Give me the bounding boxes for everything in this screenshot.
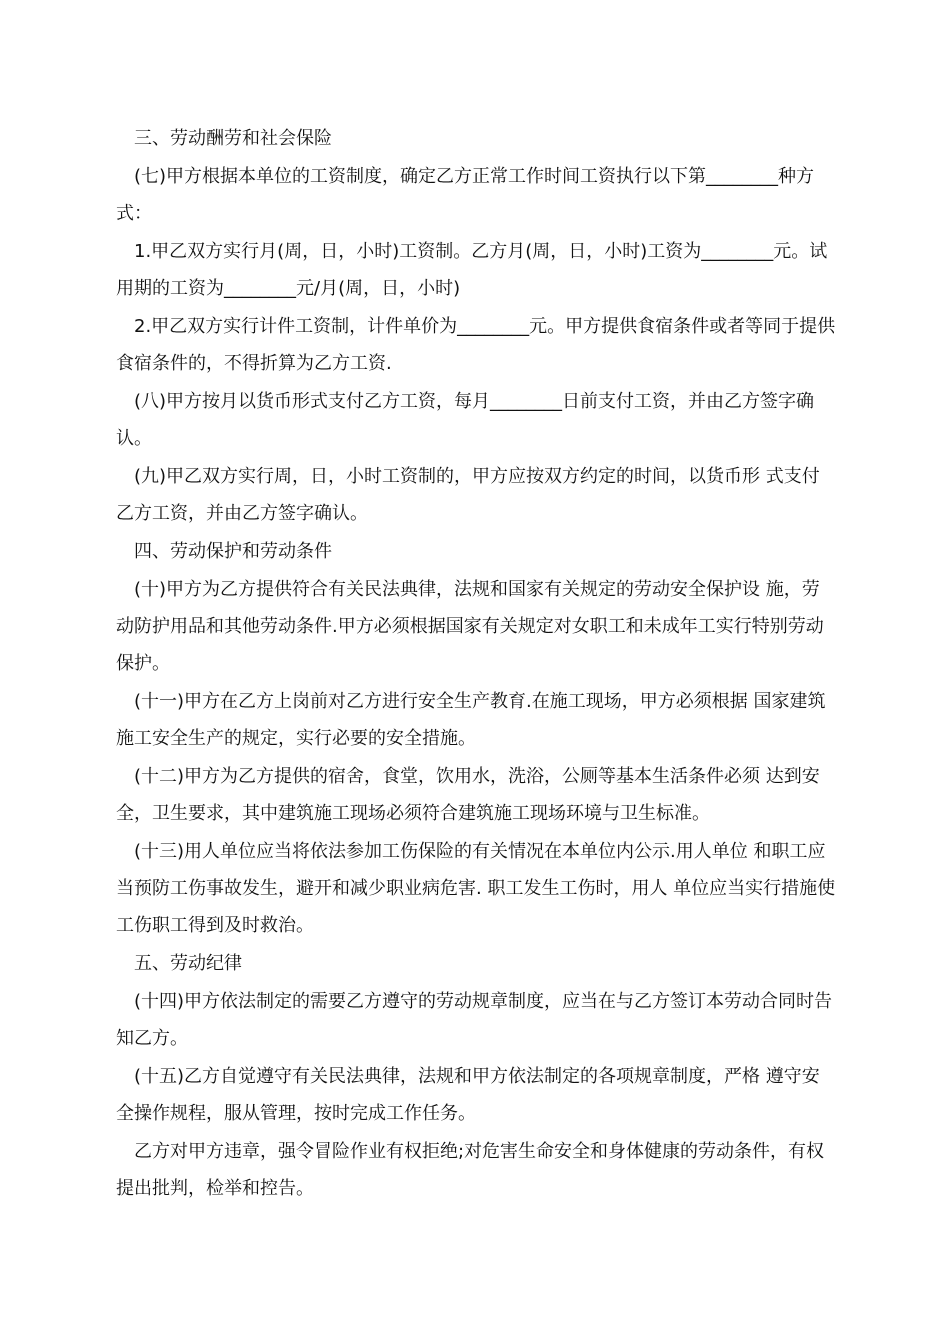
clause-paragraph: 乙方对甲方违章，强令冒险作业有权拒绝;对危害生命安全和身体健康的劳动条件，有权提出批判，检举和控告。 [116, 1141, 825, 1199]
section-heading: 四、劳动保护和劳动条件 [134, 541, 332, 562]
clause-item: 1.甲乙双方实行月(周，日，小时)工资制。乙方月(周，日，小时)工资为________元。试用期的工资为________元/月(周，日，小时) [116, 241, 828, 299]
clause-paragraph: (十)甲方为乙方提供符合有关民法典律，法规和国家有关规定的劳动安全保护设 施，劳动防护用品和其他劳动条件.甲方必须根据国家有关规定对女职工和未成年工实行特别劳动保护。 [116, 579, 824, 674]
clause-paragraph: (十一)甲方在乙方上岗前对乙方进行安全生产教育.在施工现场，甲方必须根据 国家建筑施工安全生产的规定，实行必要的安全措施。 [116, 691, 826, 749]
clause-item: 2.甲乙双方实行计件工资制，计件单价为________元。甲方提供食宿条件或者等同于提供食宿条件的，不得折算为乙方工资. [116, 316, 836, 374]
document-body [116, 120, 836, 1208]
section-heading: 五、劳动纪律 [134, 953, 242, 974]
clause-paragraph: (七)甲方根据本单位的工资制度，确定乙方正常工作时间工资执行以下第________种方式： [116, 166, 815, 224]
clause-paragraph: (八)甲方按月以货币形式支付乙方工资，每月________日前支付工资，并由乙方签字确认。 [116, 391, 815, 449]
section-heading: 三、劳动酬劳和社会保险 [134, 128, 332, 149]
clause-paragraph: (十三)用人单位应当将依法参加工伤保险的有关情况在本单位内公示.用人单位 和职工应当预防工伤事故发生，避开和减少职业病危害. 职工发生工伤时，用人 单位应当实行措施使工伤职工得到及时救治。 [116, 841, 836, 936]
clause-paragraph: (十五)乙方自觉遵守有关民法典律，法规和甲方依法制定的各项规章制度，严格 遵守安全操作规程，服从管理，按时完成工作任务。 [116, 1066, 820, 1124]
clause-paragraph: (十二)甲方为乙方提供的宿舍，食堂，饮用水，洗浴，公厕等基本生活条件必须 达到安全，卫生要求，其中建筑施工现场必须符合建筑施工现场环境与卫生标准。 [116, 766, 820, 824]
clause-paragraph: (九)甲乙双方实行周，日，小时工资制的，甲方应按双方约定的时间，以货币形 式支付乙方工资，并由乙方签字确认。 [116, 466, 820, 524]
clause-paragraph: (十四)甲方依法制定的需要乙方遵守的劳动规章制度，应当在与乙方签订本劳动合同时告知乙方。 [116, 991, 833, 1049]
